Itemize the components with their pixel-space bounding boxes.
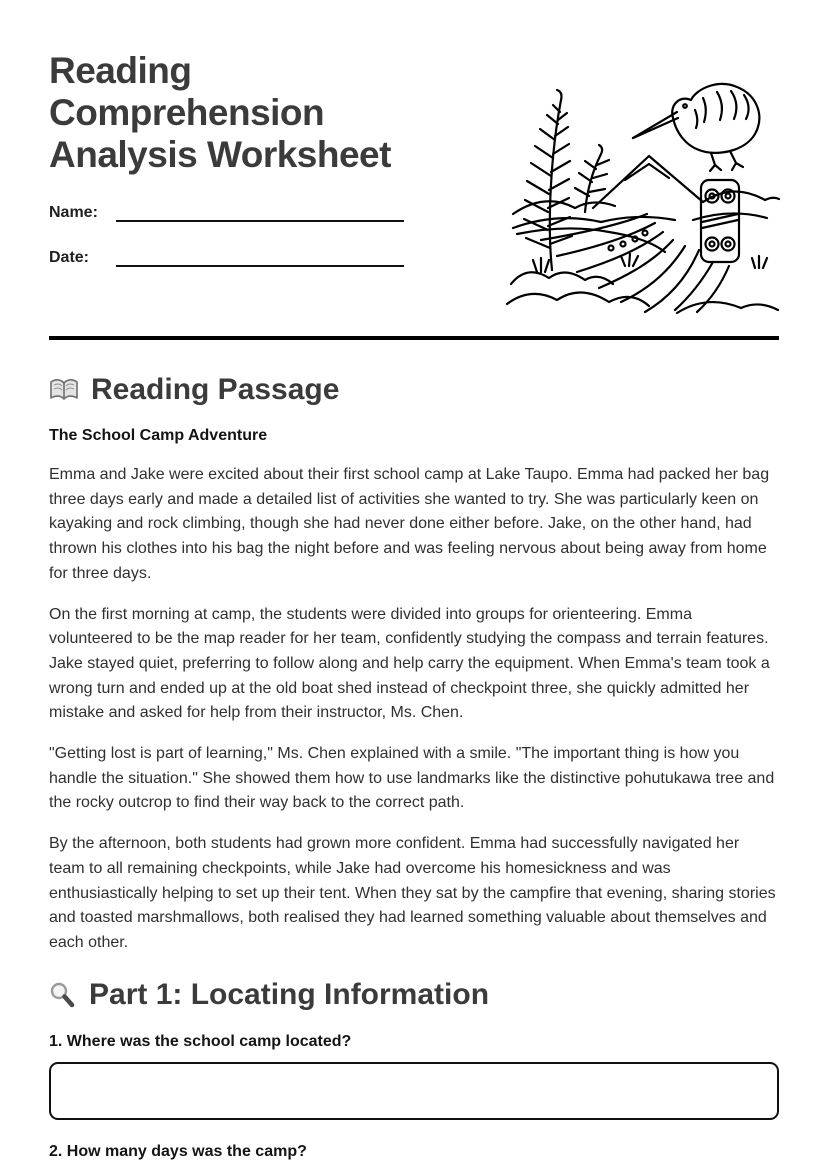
part1-heading (49, 978, 779, 1012)
passage-paragraph-1: Emma and Jake were excited about their first school camp at Lake Taupo. Emma had packed her bag three days early and made a detailed list of activities she wanted to try. She was particularly keen on kayaking and rock climbing, though she had never done either before. Jake, on the other hand, had thrown his clothes into his bag the night before and was feeling nervous about being away from home for three days. (49, 466, 770, 582)
part1-heading-text: Part 1: Locating Information (89, 977, 490, 1011)
section-divider (49, 336, 779, 340)
story-title: The School Camp Adventure (49, 427, 268, 444)
page-title: Reading Comprehension Analysis Worksheet (49, 50, 391, 175)
magnifying-glass-icon (49, 981, 77, 1009)
passage-paragraph-2: On the first morning at camp, the students were divided into groups for orienteering. Emma volunteered to be the map reader for her team, confidently studying the compass and terrain features. Jake stayed quiet, preferring to follow along and help carry the equipment. When Emma's team took a wrong turn and ended up at the old boat shed instead of checkpoint three, she quickly admitted her mistake and asked for help from their instructor, Ms. Chen. (49, 605, 770, 722)
date-input-line[interactable] (116, 245, 404, 267)
header-section (49, 50, 779, 316)
rocks-icon (507, 254, 778, 313)
name-field-row (49, 200, 404, 222)
silver-fern-icon (524, 90, 609, 270)
answer-box-q1[interactable] (49, 1062, 779, 1120)
reading-passage-heading-text: Reading Passage (91, 373, 340, 406)
maori-carving-icon (701, 180, 739, 262)
name-input-line[interactable] (116, 200, 404, 222)
question-1-label: 1. Where was the school camp located? (49, 1032, 352, 1050)
title-block (49, 50, 469, 316)
date-label: Date: (49, 249, 90, 266)
name-label: Name: (49, 204, 98, 221)
passage-paragraph-3: "Getting lost is part of learning," Ms. Chen explained with a smile. "The important thing is how you handle the situation." She showed them how to use landmarks like the distinctive pohutukawa tree and the rocky outcrop to find their way back to the correct path. (49, 745, 775, 812)
question-2-label: 2. How many days was the camp? (49, 1142, 307, 1160)
nz-landscape-illustration (497, 62, 779, 314)
passage-paragraph-4: By the afternoon, both students had grown more confident. Emma had successfully navigated her team to all remaining checkpoints, while Jake had overcome his homesickness and was enthusiastically helping to set up their tent. When they sat by the campfire that evening, sharing stories and toasted marshmallows, both realised they had learned something valuable about themselves and each other. (49, 835, 776, 951)
reading-passage-heading (49, 373, 779, 407)
open-book-icon (49, 377, 79, 403)
date-field-row (49, 245, 404, 267)
